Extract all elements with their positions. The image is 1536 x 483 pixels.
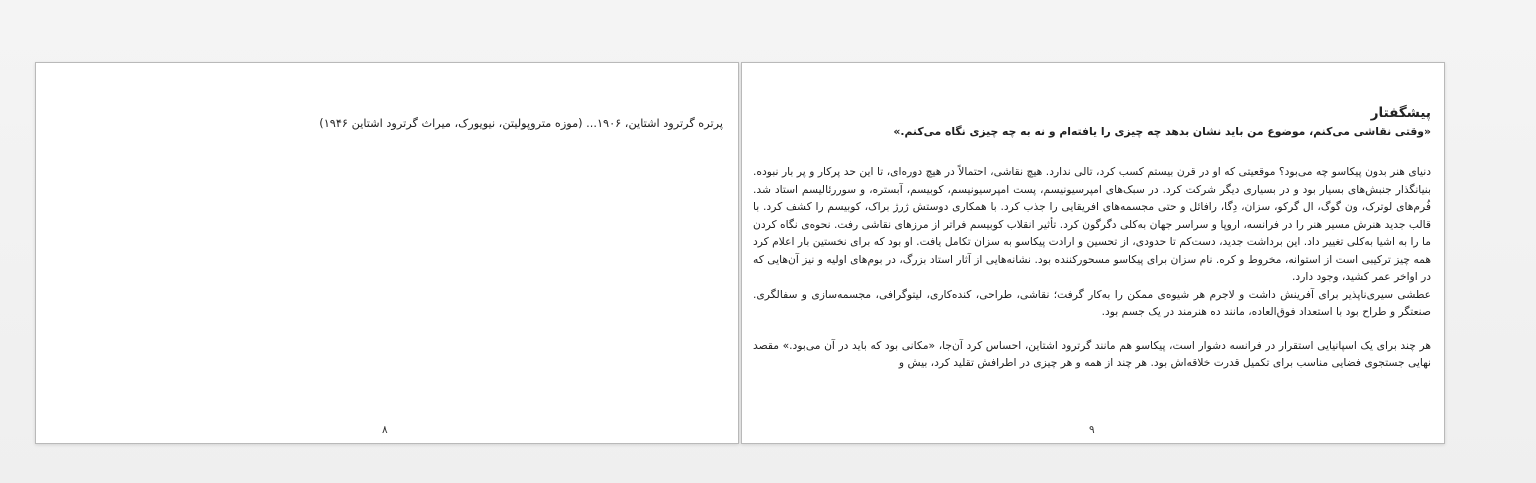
paragraph-1: دنیای هنر بدون پیکاسو چه می‌بود؟ موقعیتی که او در قرن بیستم کسب کرد، تالی ندارد. هیچ نقاشی، احتمالاً در هیچ دوره‌ای، تا این حد پرکار و پر بار نبوده. بنیانگذار جنبش‌های بسیار بود و در بسیاری دیگر شرکت کرد. در سبک‌های امپرسیونیسم، پست امپرسیونیسم، کوبیسم، آبستره، و سوررئالیسم استاد شد. فُرم‌های لوترک، ون گوگ، ال گرکو، سزان، دِگا، رافائل و حتی مجسمه‌های افریقایی را جذب کرد. با همکاری دوستش ژرژ براک، کوبیسم را کشف کرد. با قالب جدید هنرش مسیر هنر را در فرانسه، اروپا و سراسر جهان به‌کلی دگرگون کرد. تأثیر انقلاب کوبیسم فراتر از مرزهای نقاشی رفت. نحوه‌ی نگاه کردن ما را به اشیا به‌کلی تغییر داد. این برداشت جدید، دست‌کم تا حدودی، از تحسین و ارادت پیکاسو به سزان تکامل یافت. او بود که برای نخستین بار اعلام کرد همه چیز ترکیبی است از استوانه، مخروط و کره. نام سزان برای پیکاسو مسحورکننده بود. نشانه‌هایی از آثار استاد بزرگ، در بوم‌های اولیه و نیز آن‌هایی که در اواخر عمر کشید، وجود دارد. xyxy=(753,165,1431,283)
left-page xyxy=(35,62,739,444)
epigraph-quote: «وقتی نقاشی می‌کنم، موضوع من باید نشان بدهد چه چیزی را یافته‌ام و نه به چه چیزی نگاه می‌کنم.» xyxy=(893,125,1431,138)
right-page xyxy=(741,62,1445,444)
image-caption: پرتره گرترود اشتاین، ۱۹۰۶... (موزه متروپولیتن، نیویورک، میراث گرترود اشتاین ۱۹۴۶) xyxy=(319,117,723,130)
page-content xyxy=(753,105,1431,372)
left-page-number: ۸ xyxy=(382,424,388,436)
paragraph-3: هر چند برای یک اسپانیایی استقرار در فرانسه دشوار است، پیکاسو هم مانند گرترود اشتاین، احساس کرد آن‌جا، «مکانی بود که باید در آن می‌بود.» مقصد نهایی جستجوی فضایی مناسب برای تکمیل قدرت خلاقه‌اش بود. هر چند از همه و هر چیزی در اطرافش تقلید کرد، بیش و xyxy=(753,338,1431,369)
right-page-number: ۹ xyxy=(1089,424,1095,436)
page-title: پیشگفتار xyxy=(1370,105,1431,121)
paragraph-2: عطشی سیری‌ناپذیر برای آفرینش داشت و لاجرم هر شیوه‌ی ممکن را به‌کار گرفت؛ نقاشی، طراحی، کنده‌کاری، لیتوگرافی، مجسمه‌سازی و سفالگری. صنعتگر و طراح بود با استعداد فوق‌العاده، مانند ده هنرمند در یک جسم بود. xyxy=(753,287,1431,318)
